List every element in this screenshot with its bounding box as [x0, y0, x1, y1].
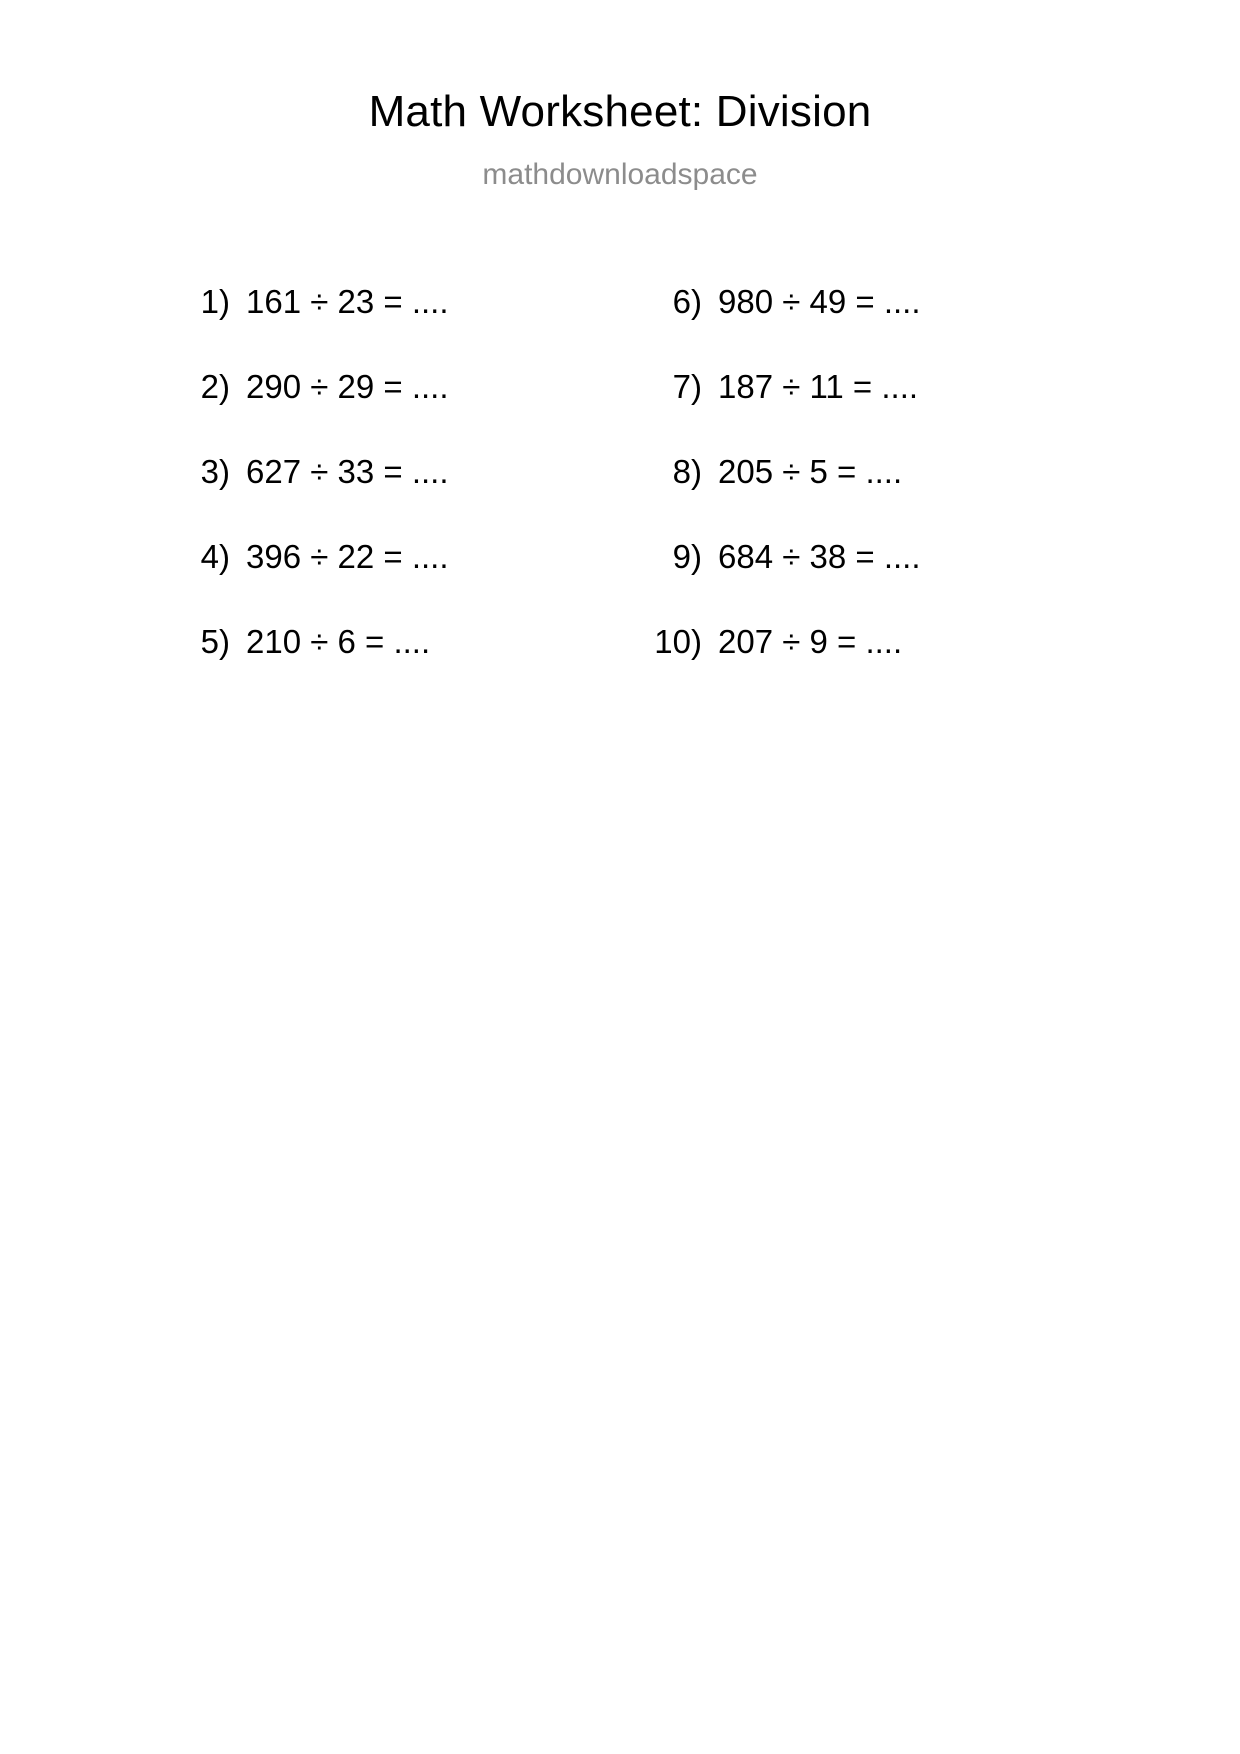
problem-expression: 161 ÷ 23 = .... — [246, 283, 449, 321]
problem-number: 10) — [654, 623, 702, 661]
problem-expression: 627 ÷ 33 = .... — [246, 453, 449, 491]
page-subtitle: mathdownloadspace — [482, 158, 758, 192]
page-title: Math Worksheet: Division — [368, 87, 872, 136]
problem-item — [172, 453, 620, 538]
problem-expression: 396 ÷ 22 = .... — [246, 538, 449, 576]
problem-item — [620, 283, 1040, 368]
problem-number: 4) — [200, 538, 230, 576]
problem-item — [172, 538, 620, 623]
problem-column-left — [172, 283, 620, 708]
problem-item — [620, 453, 1040, 538]
problem-number: 5) — [200, 623, 230, 661]
problem-expression: 187 ÷ 11 = .... — [718, 368, 919, 406]
problem-expression: 980 ÷ 49 = .... — [718, 283, 921, 321]
problem-item — [172, 368, 620, 453]
problem-number: 1) — [200, 283, 230, 321]
problem-expression: 207 ÷ 9 = .... — [718, 623, 903, 661]
problem-number: 6) — [672, 283, 702, 321]
problem-number: 9) — [672, 538, 702, 576]
problem-expression: 205 ÷ 5 = .... — [718, 453, 903, 491]
problem-number: 2) — [200, 368, 230, 406]
problem-expression: 290 ÷ 29 = .... — [246, 368, 449, 406]
problem-number: 7) — [672, 368, 702, 406]
problem-item — [172, 623, 620, 708]
problem-expression: 684 ÷ 38 = .... — [718, 538, 921, 576]
problem-list — [0, 283, 1240, 708]
problem-column-right — [620, 283, 1040, 708]
problem-expression: 210 ÷ 6 = .... — [246, 623, 431, 661]
problem-item — [620, 368, 1040, 453]
problem-number: 8) — [672, 453, 702, 491]
problem-number: 3) — [200, 453, 230, 491]
problem-item — [620, 623, 1040, 708]
problem-item — [620, 538, 1040, 623]
problem-item — [172, 283, 620, 368]
